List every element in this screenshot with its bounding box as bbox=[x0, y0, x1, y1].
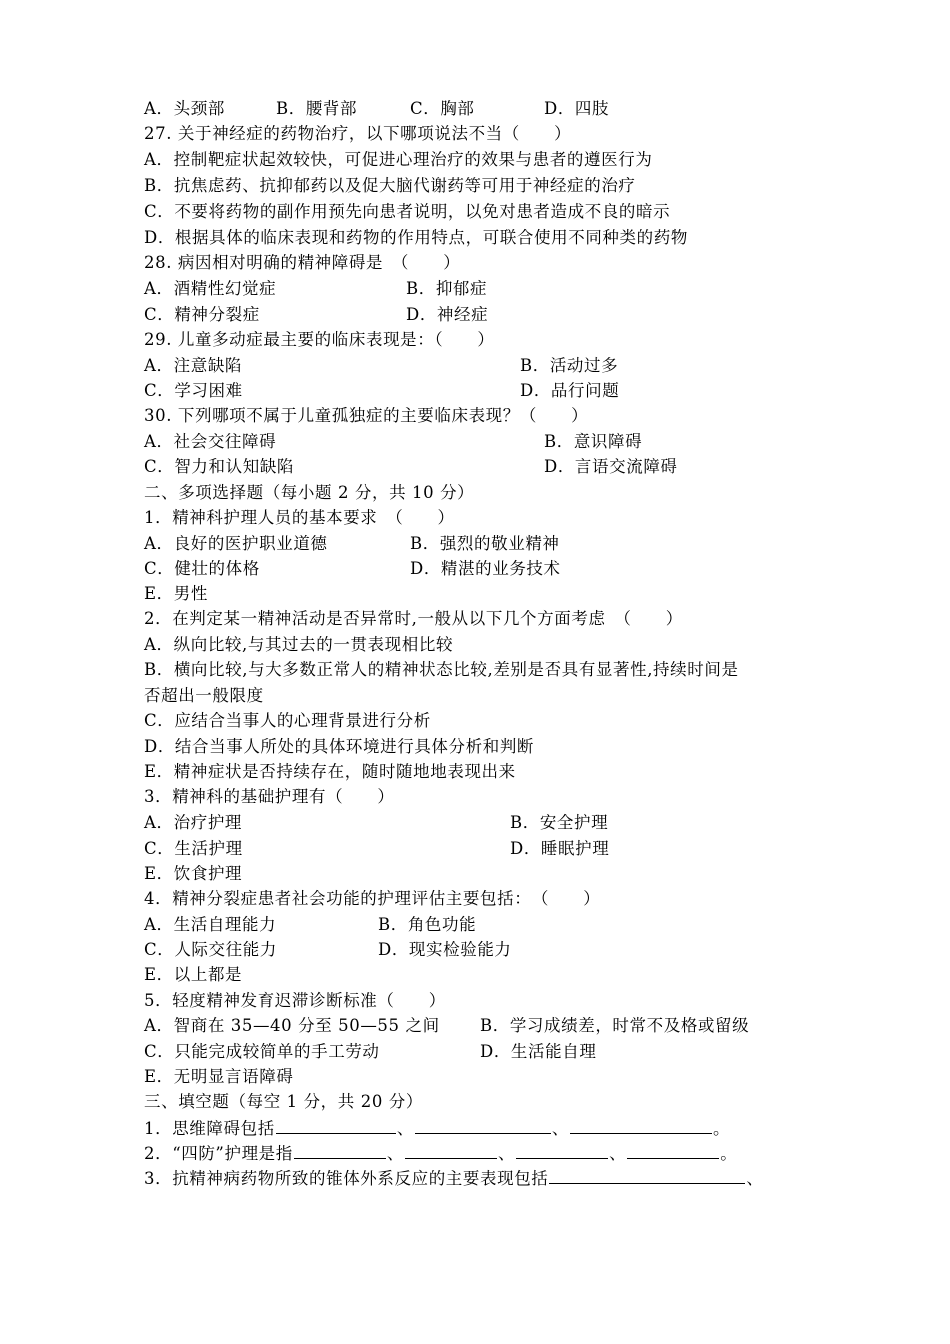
option-c: C．生活护理 bbox=[144, 839, 243, 858]
option-d: D．结合当事人所处的具体环境进行具体分析和判断 bbox=[144, 737, 535, 756]
answer-blank[interactable] bbox=[570, 1117, 712, 1134]
option-b: B．角色功能 bbox=[378, 915, 477, 934]
option-c: C．健壮的体格 bbox=[144, 559, 260, 578]
option-d: D．品行问题 bbox=[520, 381, 620, 400]
option-a: A．酒精性幻觉症 bbox=[144, 279, 277, 298]
question-stem: 28. 病因相对明确的精神障碍是 （ ） bbox=[144, 253, 461, 272]
terminator: 。 bbox=[713, 1119, 731, 1138]
separator: 、 bbox=[497, 1144, 516, 1163]
option-c: C．精神分裂症 bbox=[144, 305, 260, 324]
option-d: D．现实检验能力 bbox=[378, 940, 512, 959]
option-c: C．不要将药物的副作用预先向患者说明，以免对患者造成不良的暗示 bbox=[144, 202, 671, 221]
option-a: A．治疗护理 bbox=[144, 813, 243, 832]
separator: 、 bbox=[746, 1169, 764, 1188]
option-d: D．言语交流障碍 bbox=[544, 457, 678, 476]
question-stem: 3．精神科的基础护理有（ ） bbox=[144, 787, 395, 806]
option-c: C．人际交往能力 bbox=[144, 940, 277, 959]
fill-question-2 bbox=[144, 1142, 737, 1165]
question-stem: 30. 下列哪项不属于儿童孤独症的主要临床表现？（ ） bbox=[144, 406, 589, 425]
separator: 、 bbox=[386, 1144, 404, 1163]
option-a: A．头颈部 bbox=[144, 99, 225, 118]
question-text: 2．“四防”护理是指 bbox=[144, 1144, 293, 1163]
question-text: 1．思维障碍包括 bbox=[144, 1119, 275, 1138]
option-d: D．精湛的业务技术 bbox=[410, 559, 561, 578]
option-b: B．学习成绩差，时常不及格或留级 bbox=[480, 1016, 750, 1035]
option-c: C．应结合当事人的心理背景进行分析 bbox=[144, 711, 431, 730]
option-d: D．睡眠护理 bbox=[510, 839, 610, 858]
option-b: B．强烈的敬业精神 bbox=[410, 534, 560, 553]
question-stem: 27. 关于神经症的药物治疗，以下哪项说法不当（ ） bbox=[144, 124, 572, 143]
option-b-continued: 否超出一般限度 bbox=[144, 686, 264, 705]
question-stem: 4．精神分裂症患者社会功能的护理评估主要包括： （ ） bbox=[144, 889, 601, 908]
answer-blank[interactable] bbox=[516, 1142, 608, 1159]
option-c: C．智力和认知缺陷 bbox=[144, 457, 295, 476]
option-e: E．无明显言语障碍 bbox=[144, 1067, 294, 1086]
option-e: E．精神症状是否持续存在，随时随地地表现出来 bbox=[144, 762, 516, 781]
option-a: A．控制靶症状起效较快，可促进心理治疗的效果与患者的遵医行为 bbox=[144, 150, 653, 169]
separator: 、 bbox=[551, 1119, 570, 1138]
answer-blank[interactable] bbox=[276, 1117, 396, 1134]
option-d: D．神经症 bbox=[406, 305, 489, 324]
option-a: A．注意缺陷 bbox=[144, 356, 243, 375]
question-stem: 1．精神科护理人员的基本要求 （ ） bbox=[144, 508, 455, 527]
answer-blank[interactable] bbox=[415, 1117, 551, 1134]
answer-blank[interactable] bbox=[405, 1142, 497, 1159]
option-a: A．生活自理能力 bbox=[144, 915, 277, 934]
option-e: E．饮食护理 bbox=[144, 864, 243, 883]
separator: 、 bbox=[609, 1144, 627, 1163]
terminator: 。 bbox=[720, 1144, 738, 1163]
separator: 、 bbox=[396, 1119, 414, 1138]
question-stem: 5．轻度精神发育迟滞诊断标准（ ） bbox=[144, 991, 446, 1010]
option-a: A．社会交往障碍 bbox=[144, 432, 277, 451]
fill-question-1 bbox=[144, 1117, 730, 1140]
option-b: B．腰背部 bbox=[276, 99, 358, 118]
section-heading: 二、多项选择题（每小题 2 分，共 10 分） bbox=[144, 483, 475, 502]
option-b: B．横向比较,与大多数正常人的精神状态比较,差别是否具有显著性,持续时间是 bbox=[144, 660, 739, 679]
question-stem: 29. 儿童多动症最主要的临床表现是：（ ） bbox=[144, 330, 495, 349]
option-d: D．生活能自理 bbox=[480, 1042, 597, 1061]
option-b: B．抗焦虑药、抗抑郁药以及促大脑代谢药等可用于神经症的治疗 bbox=[144, 176, 636, 195]
option-a: A．良好的医护职业道德 bbox=[144, 534, 328, 553]
option-d: D．根据具体的临床表现和药物的作用特点，可联合使用不同种类的药物 bbox=[144, 228, 688, 247]
option-c: C．学习困难 bbox=[144, 381, 243, 400]
option-b: B．意识障碍 bbox=[544, 432, 643, 451]
option-b: B．活动过多 bbox=[520, 356, 619, 375]
option-b: B．安全护理 bbox=[510, 813, 609, 832]
option-e: E．男性 bbox=[144, 584, 208, 603]
question-stem: 2．在判定某一精神活动是否异常时,一般从以下几个方面考虑 （ ） bbox=[144, 609, 683, 628]
option-c: C．胸部 bbox=[410, 99, 475, 118]
section-heading: 三、填空题（每空 1 分，共 20 分） bbox=[144, 1092, 423, 1111]
option-e: E．以上都是 bbox=[144, 965, 243, 984]
option-a: A．纵向比较,与其过去的一贯表现相比较 bbox=[144, 635, 454, 654]
answer-blank[interactable] bbox=[549, 1167, 745, 1184]
option-d: D．四肢 bbox=[544, 99, 610, 118]
fill-question-3 bbox=[144, 1167, 764, 1190]
answer-blank[interactable] bbox=[627, 1142, 719, 1159]
option-a: A．智商在 35—40 分至 50—55 之间 bbox=[144, 1016, 440, 1035]
question-text: 3．抗精神病药物所致的锥体外系反应的主要表现包括 bbox=[144, 1169, 549, 1188]
answer-blank[interactable] bbox=[294, 1142, 386, 1159]
option-c: C．只能完成较简单的手工劳动 bbox=[144, 1042, 380, 1061]
option-b: B．抑郁症 bbox=[406, 279, 488, 298]
